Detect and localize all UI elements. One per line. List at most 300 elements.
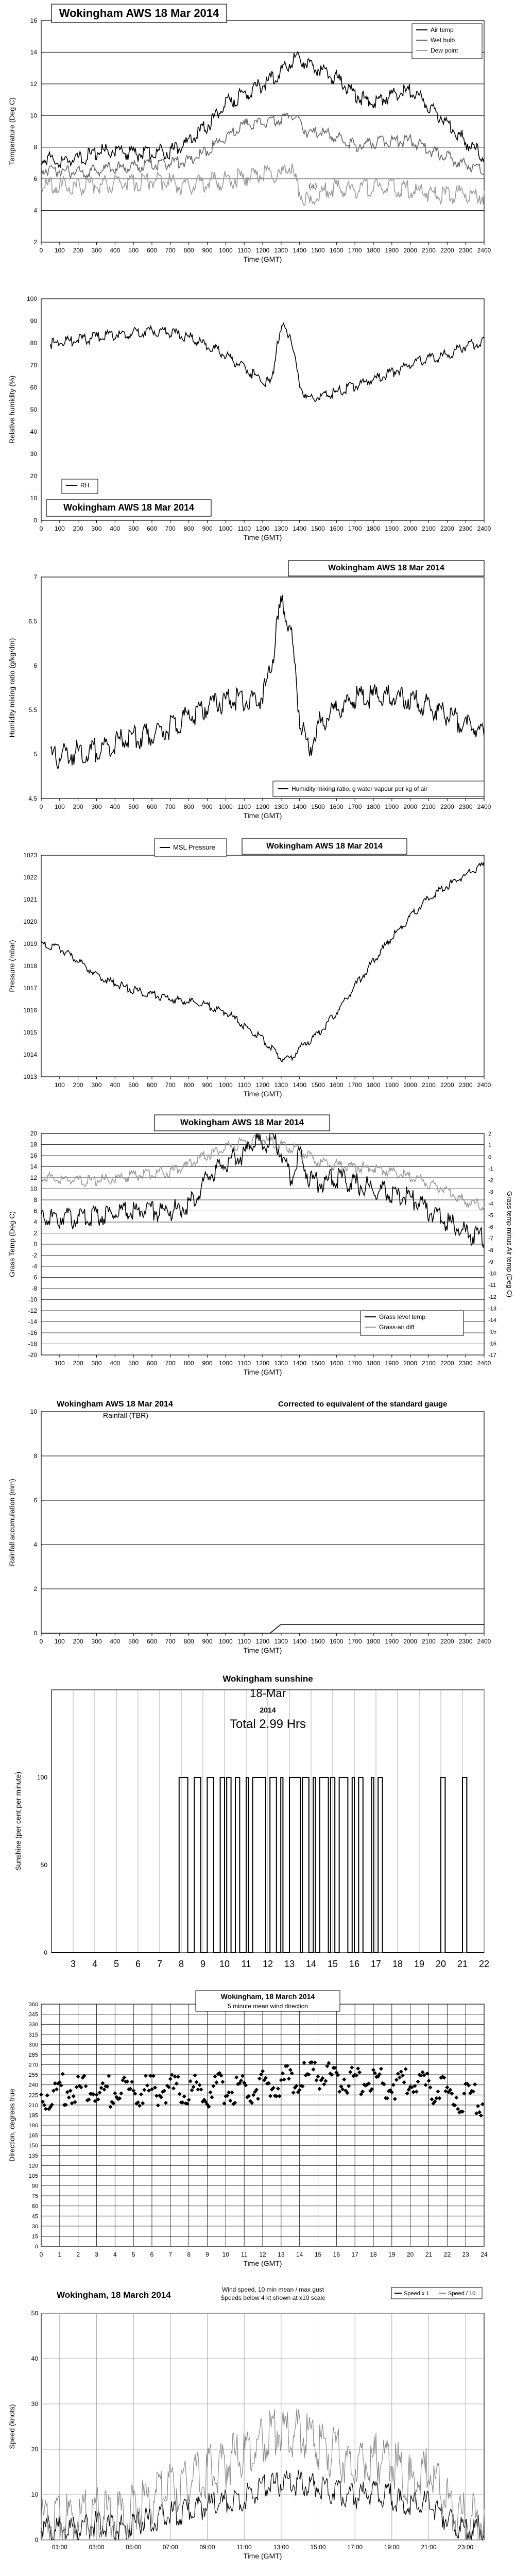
winddir-ytick-label: 150 [28, 2143, 38, 2149]
windspeed-legend-label: Speed / 10 [448, 2291, 476, 2297]
pressure-xtick-label: 500 [128, 1081, 139, 1089]
sun-xtick-label: 5 [113, 1959, 119, 1969]
grass-temp-chart [0, 1113, 515, 1391]
windspeed-title: Wokingham, 18 March 2014 [57, 2290, 171, 2300]
hmr-xtick-label: 1200 [255, 803, 270, 810]
winddir-title: Wokingham, 18 March 2014 [220, 1992, 315, 2001]
grass-y2tick-label: -2 [488, 1177, 493, 1184]
humidity-chart-svg [0, 278, 515, 556]
winddir-ytick-label: 345 [28, 2011, 38, 2018]
rh-xtick-label: 700 [165, 525, 176, 532]
temp-xtick-label: 1600 [329, 247, 344, 254]
pressure-ytick-label: 1018 [23, 962, 37, 970]
rh-xtick-label: 1900 [385, 525, 399, 532]
hmr-xtick-label: 800 [183, 803, 194, 810]
winddir-xtick-label: 6 [150, 2251, 154, 2258]
rh-xtick-label: 600 [146, 525, 158, 532]
grass-xtick-label: 600 [146, 1360, 158, 1367]
pressure-ytick-label: 1023 [23, 852, 37, 859]
winddir-xtick-label: 19 [388, 2251, 396, 2258]
rain-xtick-label: 400 [110, 1638, 121, 1645]
grass-title: Wokingham AWS 18 Mar 2014 [180, 1117, 304, 1127]
pressure-xtick-label: 200 [73, 1081, 83, 1089]
grass-xtick-label: 1700 [348, 1360, 362, 1367]
rain-xtick-label: 1100 [237, 1638, 251, 1645]
hmr-xtick-label: 2200 [440, 803, 454, 810]
winddir-xtick-label: 1 [58, 2251, 62, 2258]
pressure-xtick-label: 1000 [218, 1081, 233, 1089]
grass-ytick-label: -12 [28, 1307, 37, 1314]
hmr-xtick-label: 0 [39, 803, 43, 810]
rain-title: Wokingham AWS 18 Mar 2014 [57, 1400, 173, 1409]
grass-ytick-label: -2 [31, 1251, 37, 1259]
rh-xtick-label: 1700 [348, 525, 362, 532]
rain-xtick-label: 2200 [440, 1638, 454, 1645]
rain-y-axis-label: Rainfall accumulation (mm) [8, 1479, 16, 1566]
pressure-xtick-label: 100 [54, 1081, 65, 1089]
windspeed-y-axis-label: Speed (knots) [8, 2404, 16, 2449]
grass-xtick-label: 1000 [218, 1360, 233, 1367]
pressure-xtick-label: 1900 [385, 1081, 399, 1089]
rh-x-axis-label: Time (GMT) [243, 533, 282, 541]
temp-xtick-label: 1700 [348, 247, 362, 254]
pressure-x-axis-label: Time (GMT) [243, 1090, 282, 1098]
windspeed-ytick-label: 10 [31, 2491, 38, 2498]
rain-plot-area [41, 1412, 484, 1633]
windspeed-ytick-label: 40 [31, 2355, 38, 2362]
windspeed-xtick-label: 21:00 [421, 2544, 437, 2551]
winddir-xtick-label: 21 [425, 2251, 433, 2258]
rh-ytick-label: 100 [26, 295, 37, 302]
temp-ytick-label: 10 [30, 112, 37, 120]
rh-ytick-label: 10 [30, 495, 37, 502]
winddir-ytick-label: 0 [35, 2244, 38, 2250]
rain-ytick-label: 4 [33, 1541, 37, 1548]
pressure-xtick-label: 1700 [348, 1081, 362, 1089]
grass-legend-label: Grass level temp [379, 1313, 426, 1320]
rain-xtick-label: 900 [202, 1638, 213, 1645]
rain-ytick-label: 0 [33, 1630, 37, 1637]
hmr-xtick-label: 300 [91, 803, 102, 810]
winddir-xtick-label: 8 [187, 2251, 191, 2258]
rh-ytick-label: 30 [30, 450, 37, 457]
pressure-ytick-label: 1019 [23, 940, 37, 947]
windspeed-legend-label: Speed x 1 [404, 2291, 430, 2297]
grass-y2tick-label: -11 [488, 1282, 496, 1289]
sun-xtick-label: 19 [414, 1959, 425, 1969]
windspeed-xtick-label: 13:00 [273, 2544, 289, 2551]
grass-y2tick-label: 2 [488, 1131, 492, 1137]
grass-xtick-label: 2200 [440, 1360, 454, 1367]
grass-y-axis-label: Grass Temp (Deg C) [8, 1211, 16, 1278]
rain-xtick-label: 0 [39, 1638, 43, 1645]
winddir-xtick-label: 18 [370, 2251, 377, 2258]
winddir-y-axis-label: Direction, degrees true [8, 2089, 16, 2162]
winddir-xtick-label: 23 [462, 2251, 469, 2258]
pressure-y-axis-label: Pressure (mbar) [8, 940, 16, 992]
rh-title: Wokingham AWS 18 Mar 2014 [63, 502, 195, 513]
pressure-xtick-label: 1400 [293, 1081, 307, 1089]
rh-ytick-label: 60 [30, 384, 37, 391]
temp-title: Wokingham AWS 18 Mar 2014 [59, 7, 219, 20]
pressure-ytick-label: 1021 [23, 896, 37, 903]
winddir-ytick-label: 360 [28, 2002, 38, 2008]
rainfall-chart-svg [0, 1391, 515, 1669]
windspeed-xtick-label: 11:00 [236, 2544, 252, 2551]
rh-y-axis-label: Relative humidity (%) [8, 375, 16, 444]
pressure-xtick-label: 400 [110, 1081, 121, 1089]
temp-x-axis-label: Time (GMT) [243, 255, 282, 263]
hmr-xtick-label: 1300 [274, 803, 288, 810]
grass-xtick-label: 200 [73, 1360, 83, 1367]
grass-ytick-label: 20 [30, 1130, 37, 1137]
rain-xtick-label: 800 [183, 1638, 194, 1645]
temp-xtick-label: 1000 [218, 247, 233, 254]
pressure-plot-area [41, 855, 484, 1077]
rh-xtick-label: 2200 [440, 525, 454, 532]
temp-xtick-label: 200 [73, 247, 83, 254]
rain-xtick-label: 1800 [366, 1638, 381, 1645]
pressure-xtick-label: 300 [91, 1081, 102, 1089]
temp-xtick-label: 2200 [440, 247, 454, 254]
rh-ytick-label: 40 [30, 428, 37, 435]
hmr-ytick-label: 5 [33, 751, 37, 758]
pressure-ytick-label: 1017 [23, 985, 37, 992]
rh-xtick-label: 300 [91, 525, 102, 532]
grass-y2tick-label: -14 [488, 1317, 496, 1324]
temp-xtick-label: 600 [146, 247, 158, 254]
sun-xtick-label: 15 [327, 1959, 338, 1969]
winddir-xtick-label: 3 [95, 2251, 98, 2258]
grass-ytick-label: 10 [30, 1185, 37, 1193]
grass-xtick-label: 900 [202, 1360, 213, 1367]
winddir-xtick-label: 17 [351, 2251, 358, 2258]
rain-xtick-label: 1300 [274, 1638, 288, 1645]
pressure-legend-label: MSL Pressure [173, 843, 215, 851]
pressure-ytick-label: 1022 [23, 874, 37, 881]
pressure-xtick-label: 2000 [403, 1081, 418, 1089]
temp-xtick-label: 500 [128, 247, 139, 254]
temp-ytick-label: 8 [33, 143, 37, 151]
windspeed-xtick-label: 23:00 [458, 2544, 474, 2551]
grass-xtick-label: 400 [110, 1360, 121, 1367]
sun-subtitle: 18-Mar [250, 1687, 286, 1700]
pressure-xtick-label: 2200 [440, 1081, 454, 1089]
windspeed-xtick-label: 19:00 [384, 2544, 400, 2551]
wind-speed-chart [0, 2282, 515, 2576]
grass-xtick-label: 2000 [403, 1360, 418, 1367]
grass-ytick-label: 6 [33, 1207, 37, 1215]
rain-xtick-label: 2000 [403, 1638, 418, 1645]
rain-xtick-label: 600 [146, 1638, 158, 1645]
sun-xtick-label: 18 [392, 1959, 403, 1969]
winddir-ytick-label: 285 [28, 2052, 38, 2058]
rh-xtick-label: 1000 [218, 525, 233, 532]
hmr-ytick-label: 6 [33, 662, 37, 669]
temperature-chart [0, 0, 515, 278]
winddir-xtick-label: 22 [443, 2251, 451, 2258]
grass-xtick-label: 300 [91, 1360, 102, 1367]
rain-xtick-label: 2100 [422, 1638, 436, 1645]
pressure-xtick-label: 1300 [274, 1081, 288, 1089]
pressure-xtick-label: 800 [183, 1081, 194, 1089]
grass-ytick-label: -20 [28, 1351, 37, 1359]
winddir-x-axis-label: Time (GMT) [243, 2259, 282, 2267]
grass-x-axis-label: Time (GMT) [243, 1368, 282, 1376]
grass-y2tick-label: -4 [488, 1200, 493, 1207]
winddir-xtick-label: 0 [39, 2251, 43, 2258]
windspeed-x-axis-label: Time (GMT) [243, 2552, 282, 2560]
temp-xtick-label: 1100 [237, 247, 251, 254]
temp-ytick-label: 12 [30, 80, 37, 88]
rain-xtick-label: 1000 [218, 1638, 233, 1645]
grass-xtick-label: 1300 [274, 1360, 288, 1367]
grass-ytick-label: 8 [33, 1196, 37, 1204]
grass-y2tick-label: -7 [488, 1235, 493, 1242]
winddir-ytick-label: 30 [31, 2223, 38, 2230]
rh-ytick-label: 90 [30, 317, 37, 325]
grass-ytick-label: 12 [30, 1174, 37, 1181]
pressure-title: Wokingham AWS 18 Mar 2014 [266, 842, 383, 851]
windspeed-subtitle2: Speeds below 4 kt shown at x10 scale [220, 2294, 325, 2301]
rh-xtick-label: 400 [110, 525, 121, 532]
temp-xtick-label: 1500 [311, 247, 325, 254]
temp-ytick-label: 6 [33, 175, 37, 183]
grass-xtick-label: 1500 [311, 1360, 325, 1367]
windspeed-xtick-label: 05:00 [126, 2544, 142, 2551]
mixing-ratio-chart [0, 556, 515, 835]
hmr-xtick-label: 1800 [366, 803, 381, 810]
winddir-ytick-label: 15 [31, 2233, 38, 2240]
sun-y-axis-label: Sunshine (per cent per minute) [14, 1771, 22, 1871]
sun-ytick-label: 0 [44, 1949, 47, 1956]
grass-y2tick-label: -10 [488, 1270, 496, 1277]
grass-ytick-label: 18 [30, 1141, 37, 1148]
rh-xtick-label: 2100 [422, 525, 436, 532]
windspeed-ytick-label: 30 [31, 2400, 38, 2408]
winddir-ytick-label: 225 [28, 2092, 38, 2099]
rh-xtick-label: 500 [128, 525, 139, 532]
grass-ytick-label: 2 [33, 1229, 37, 1237]
rain-xtick-label: 1900 [385, 1638, 399, 1645]
temp-xtick-label: 2300 [458, 247, 473, 254]
hmr-ytick-label: 6.5 [28, 618, 37, 625]
sunshine-chart [0, 1669, 515, 1989]
windspeed-xtick-label: 17:00 [347, 2544, 363, 2551]
rh-xtick-label: 1200 [255, 525, 270, 532]
pressure-xtick-label: 700 [165, 1081, 176, 1089]
hmr-xtick-label: 100 [54, 803, 65, 810]
winddir-ytick-label: 180 [28, 2123, 38, 2129]
hmr-legend-label: Humidity mixing ratio, g water vapour per kg of air [291, 785, 428, 792]
winddir-ytick-label: 120 [28, 2163, 38, 2170]
hmr-xtick-label: 200 [73, 803, 83, 810]
grass-ytick-label: -8 [31, 1285, 37, 1292]
pressure-chart [0, 835, 515, 1113]
grass-xtick-label: 1400 [293, 1360, 307, 1367]
grass-y2tick-label: -3 [488, 1189, 493, 1196]
grass-ytick-label: -14 [28, 1318, 37, 1326]
temp-xtick-label: 900 [202, 247, 213, 254]
sun-xtick-label: 22 [478, 1959, 490, 1969]
winddir-ytick-label: 240 [28, 2082, 38, 2089]
grass-temp-chart-svg [0, 1113, 515, 1391]
rain-ytick-label: 10 [30, 1408, 37, 1415]
hmr-ytick-label: 5.5 [28, 706, 37, 714]
rh-legend-label: RH [80, 482, 90, 489]
temp-legend-label: Dew point [431, 47, 458, 54]
rain-ytick-label: 6 [33, 1497, 37, 1504]
sun-ytick-label: 100 [37, 1774, 47, 1781]
rain-subtitle: Rainfall (TBR) [103, 1411, 148, 1419]
pressure-ytick-label: 1020 [23, 918, 37, 925]
rh-xtick-label: 1400 [293, 525, 307, 532]
winddir-xtick-label: 15 [314, 2251, 322, 2258]
winddir-xtick-label: 11 [241, 2251, 248, 2258]
hmr-xtick-label: 1400 [293, 803, 307, 810]
temp-legend-label: Air temp [431, 26, 454, 33]
pressure-xtick-label: 1500 [311, 1081, 325, 1089]
humidity-chart [0, 278, 515, 556]
winddir-xtick-label: 20 [406, 2251, 414, 2258]
sun-xtick-label: 9 [200, 1959, 206, 1969]
winddir-xtick-label: 9 [205, 2251, 209, 2258]
hmr-xtick-label: 900 [202, 803, 213, 810]
sun-xtick-label: 17 [370, 1959, 382, 1969]
windspeed-ytick-label: 0 [35, 2536, 38, 2544]
winddir-ytick-label: 75 [31, 2193, 38, 2200]
temp-xtick-label: 1900 [385, 247, 399, 254]
rain-xtick-label: 1200 [255, 1638, 270, 1645]
winddir-subtitle: 5 minute mean wind direction [227, 2003, 308, 2010]
grass-xtick-label: 2100 [422, 1360, 436, 1367]
grass-y2tick-label: -13 [488, 1306, 496, 1312]
pressure-ytick-label: 1013 [23, 1073, 37, 1080]
temp-ytick-label: 16 [30, 17, 37, 24]
sun-xtick-label: 10 [219, 1959, 230, 1969]
pressure-ytick-label: 1016 [23, 1007, 37, 1014]
grass-y2tick-label: -15 [488, 1329, 496, 1335]
grass-y2tick-label: -16 [488, 1341, 496, 1347]
winddir-ytick-label: 165 [28, 2132, 38, 2139]
sun-xtick-label: 7 [157, 1959, 163, 1969]
winddir-xtick-label: 4 [113, 2251, 117, 2258]
rain-xtick-label: 1400 [293, 1638, 307, 1645]
hmr-xtick-label: 2100 [422, 803, 436, 810]
windspeed-xtick-label: 01:00 [52, 2544, 67, 2551]
hmr-xtick-label: 1700 [348, 803, 362, 810]
rh-ytick-label: 50 [30, 406, 37, 413]
sun-xtick-label: 20 [435, 1959, 447, 1969]
winddir-ytick-label: 105 [28, 2173, 38, 2179]
winddir-xtick-label: 12 [259, 2251, 266, 2258]
grass-y2tick-label: -1 [488, 1165, 493, 1172]
grass-xtick-label: 2300 [458, 1360, 473, 1367]
windspeed-xtick-label: 15:00 [310, 2544, 326, 2551]
pressure-xtick-label: 2100 [422, 1081, 436, 1089]
grass-ytick-label: -6 [31, 1274, 37, 1281]
temp-xtick-label: 1300 [274, 247, 288, 254]
temp-ytick-label: 4 [33, 207, 37, 214]
rain-xtick-label: 2300 [458, 1638, 473, 1645]
rh-xtick-label: 1100 [237, 525, 251, 532]
grass-xtick-label: 2400 [477, 1360, 491, 1367]
grass-y2-axis-label: Grass temp minus Air temp (Deg C) [506, 1191, 513, 1297]
windspeed-ytick-label: 50 [31, 2310, 38, 2317]
winddir-ytick-label: 315 [28, 2031, 38, 2038]
grass-ytick-label: -10 [28, 1296, 37, 1303]
wind-direction-chart-svg [0, 1989, 515, 2282]
grass-ytick-label: 4 [33, 1218, 37, 1226]
sun-xtick-label: 3 [70, 1959, 76, 1969]
hmr-xtick-label: 2000 [403, 803, 418, 810]
temperature-chart-svg [0, 0, 515, 278]
grass-ytick-label: -4 [31, 1263, 37, 1270]
temp-xtick-label: 0 [39, 247, 43, 254]
mixing-ratio-chart-svg [0, 556, 515, 835]
winddir-ytick-label: 135 [28, 2153, 38, 2159]
temp-xtick-label: 100 [54, 247, 65, 254]
grass-ytick-label: -16 [28, 1329, 37, 1336]
hmr-xtick-label: 1100 [237, 803, 251, 810]
hmr-x-axis-label: Time (GMT) [243, 811, 282, 820]
rain-ytick-label: 2 [33, 1585, 37, 1592]
winddir-ytick-label: 300 [28, 2042, 38, 2048]
grass-xtick-label: 1900 [385, 1360, 399, 1367]
hmr-xtick-label: 1500 [311, 803, 325, 810]
rain-xtick-label: 1600 [329, 1638, 344, 1645]
grass-legend-label: Grass-air diff [379, 1324, 415, 1331]
windspeed-ytick-label: 20 [31, 2446, 38, 2453]
rh-xtick-label: 1800 [366, 525, 381, 532]
rh-xtick-label: 100 [54, 525, 65, 532]
winddir-xtick-label: 24 [480, 2251, 488, 2258]
rain-xtick-label: 1700 [348, 1638, 362, 1645]
grass-y2tick-label: -8 [488, 1247, 493, 1254]
temp-ytick-label: 2 [33, 239, 37, 246]
winddir-ytick-label: 195 [28, 2112, 38, 2119]
sun-xtick-label: 12 [262, 1959, 273, 1969]
rh-xtick-label: 1600 [329, 525, 344, 532]
temp-y-axis-label: Temperature (Deg C) [8, 97, 16, 165]
temp-annotation: (a) [308, 182, 317, 190]
winddir-xtick-label: 10 [222, 2251, 230, 2258]
rh-xtick-label: 2300 [458, 525, 473, 532]
hmr-plot-area [41, 577, 484, 799]
hmr-ytick-label: 4.5 [28, 795, 37, 802]
rh-legend-box [62, 479, 98, 494]
sun-total: Total 2.99 Hrs [229, 1717, 306, 1731]
winddir-ytick-label: 60 [31, 2203, 38, 2210]
temp-xtick-label: 2100 [422, 247, 436, 254]
grass-xtick-label: 1600 [329, 1360, 344, 1367]
grass-ytick-label: 0 [33, 1241, 37, 1248]
rh-xtick-label: 1500 [311, 525, 325, 532]
hmr-xtick-label: 1900 [385, 803, 399, 810]
rh-xtick-label: 200 [73, 525, 83, 532]
temp-xtick-label: 800 [183, 247, 194, 254]
grass-ytick-label: -18 [28, 1340, 37, 1348]
temp-xtick-label: 2400 [477, 247, 491, 254]
rh-xtick-label: 0 [39, 525, 43, 532]
rain-xtick-label: 100 [54, 1638, 65, 1645]
pressure-ytick-label: 1014 [23, 1051, 37, 1058]
hmr-ytick-label: 7 [33, 573, 37, 581]
grass-y2tick-label: -12 [488, 1294, 496, 1300]
grass-xtick-label: 700 [165, 1360, 176, 1367]
temp-legend-label: Wet bulb [431, 37, 455, 44]
rh-xtick-label: 900 [202, 525, 213, 532]
